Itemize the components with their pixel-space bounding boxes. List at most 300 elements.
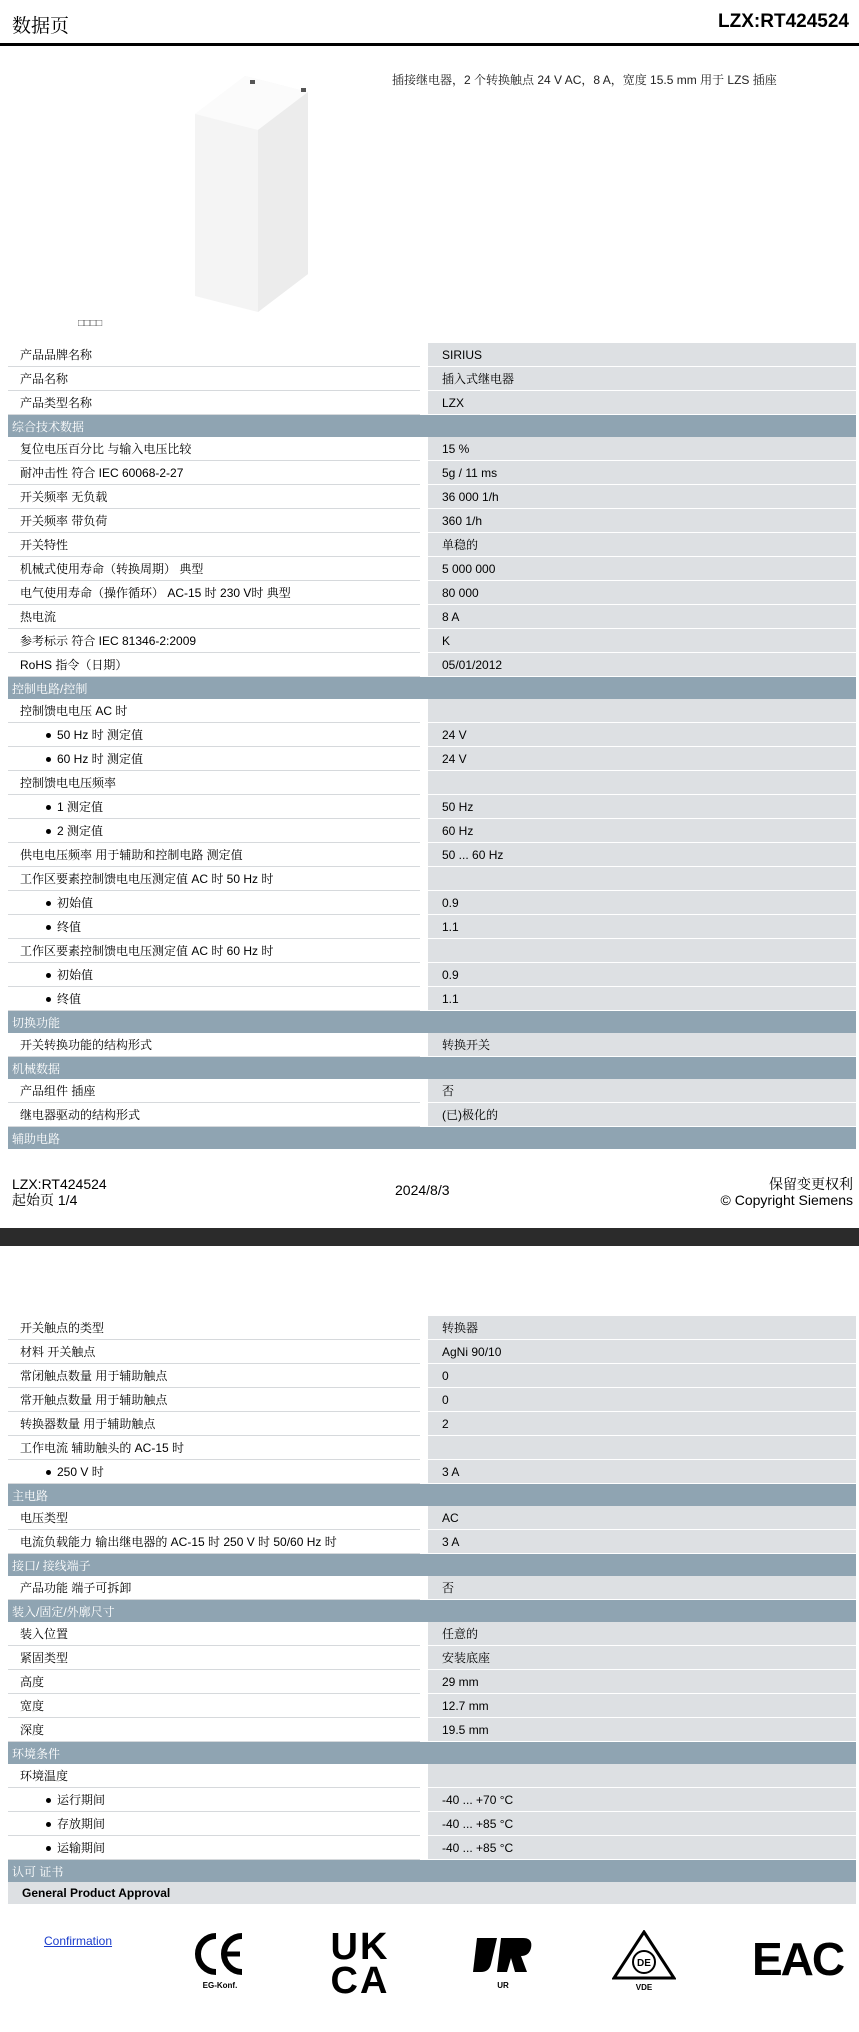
spec-value: 50 Hz: [428, 795, 856, 819]
spec-label-cell: [8, 795, 420, 819]
spec-value: (已)极化的: [428, 1103, 856, 1127]
footer-left: [12, 1176, 107, 1208]
spec-label-cell: [8, 1530, 420, 1554]
spec-label-cell: [8, 1694, 420, 1718]
spacer: [420, 557, 428, 581]
spec-label: 开关触点的类型: [20, 1321, 105, 1335]
spec-label: 50 Hz 时 测定值: [57, 728, 144, 742]
spacer: [420, 437, 428, 461]
spec-label-cell: [8, 1364, 420, 1388]
eac-mark: EAC: [752, 1933, 844, 1985]
spec-label-cell: [8, 699, 420, 723]
approval-row: [8, 1882, 856, 1904]
spacer: [420, 533, 428, 557]
spec-row: [8, 509, 856, 533]
spec-label-cell: [8, 1316, 420, 1340]
spacer: [420, 509, 428, 533]
spec-label: 2 测定值: [57, 824, 104, 838]
ur-mark-icon: [471, 1930, 535, 1978]
spec-value: 0: [428, 1388, 856, 1412]
spec-label-cell: [8, 819, 420, 843]
spec-row: [8, 1836, 856, 1860]
spec-label-cell: [8, 485, 420, 509]
spacer: [420, 1079, 428, 1103]
spec-label-cell: [8, 843, 420, 867]
spec-value: 24 V: [428, 747, 856, 771]
spacer: [420, 987, 428, 1011]
spec-row: [8, 1033, 856, 1057]
spec-label: 开关特性: [20, 538, 69, 552]
ur-caption: UR: [497, 1981, 509, 1990]
spec-value: 3 A: [428, 1460, 856, 1484]
page-header: [0, 0, 859, 46]
section-header: [8, 1127, 856, 1149]
vde-logo: [610, 1930, 678, 1992]
spacer: [420, 1576, 428, 1600]
spec-label: 初始值: [57, 896, 94, 910]
section-title: 综合技术数据: [8, 415, 856, 437]
spec-value: AgNi 90/10: [428, 1340, 856, 1364]
spec-label-cell: [8, 1764, 420, 1788]
spec-value: 0.9: [428, 963, 856, 987]
spec-value: LZX: [428, 391, 856, 415]
spec-row: [8, 1436, 856, 1460]
spacer: [420, 461, 428, 485]
spec-label-cell: [8, 605, 420, 629]
spec-label: 深度: [20, 1723, 45, 1737]
spec-label: 电压类型: [20, 1511, 69, 1525]
spec-label-cell: [8, 915, 420, 939]
spec-value: 否: [428, 1576, 856, 1600]
spec-value: 单稳的: [428, 533, 856, 557]
spec-row: [8, 1718, 856, 1742]
spec-label: 60 Hz 时 测定值: [57, 752, 144, 766]
spec-row: [8, 391, 856, 415]
spec-value: 2: [428, 1412, 856, 1436]
spacer: [420, 343, 428, 367]
bullet-icon: [46, 925, 51, 930]
spec-value: 5g / 11 ms: [428, 461, 856, 485]
spacer: [420, 1436, 428, 1460]
spec-label: 产品品牌名称: [20, 348, 93, 362]
spacer: [420, 1103, 428, 1127]
spacer: [420, 367, 428, 391]
spec-value: 0: [428, 1364, 856, 1388]
spec-label-cell: [8, 867, 420, 891]
spacer: [420, 629, 428, 653]
spec-label: 供电电压频率 用于辅助和控制电路 测定值: [20, 848, 243, 862]
product-description: 插接继电器，2 个转换触点 24 V AC，8 A，宽度 15.5 mm 用于 LZS 插座: [392, 73, 777, 87]
spec-label: 机械式使用寿命（转换周期） 典型: [20, 562, 204, 576]
spec-row: [8, 1788, 856, 1812]
spacer: [420, 1033, 428, 1057]
section-title: 装入/固定/外廓尺寸: [8, 1600, 856, 1622]
spacer: [420, 1764, 428, 1788]
spec-value: [428, 939, 856, 963]
spacer: [420, 653, 428, 677]
spec-value: 60 Hz: [428, 819, 856, 843]
spec-row: [8, 891, 856, 915]
spec-label-cell: [8, 1388, 420, 1412]
header-title: 数据页: [12, 16, 70, 37]
footer-product-id: LZX:RT424524: [12, 1176, 107, 1192]
spec-label: 运行期间: [57, 1793, 106, 1807]
spec-label-cell: [8, 1506, 420, 1530]
spec-value: -40 ... +70 °C: [428, 1788, 856, 1812]
spacer: [420, 1718, 428, 1742]
spec-value: 36 000 1/h: [428, 485, 856, 509]
spec-row: [8, 843, 856, 867]
spacer: [420, 1412, 428, 1436]
section-title: 辅助电路: [8, 1127, 856, 1149]
spec-row: [8, 1670, 856, 1694]
spacer: [420, 939, 428, 963]
spec-label: 控制馈电电压频率: [20, 776, 117, 790]
spec-value: SIRIUS: [428, 343, 856, 367]
spec-label-cell: [8, 987, 420, 1011]
spec-label: 宽度: [20, 1699, 45, 1713]
spec-row: [8, 963, 856, 987]
spec-label: 产品类型名称: [20, 396, 93, 410]
spec-label-cell: [8, 1412, 420, 1436]
spec-row: [8, 1460, 856, 1484]
spec-label-cell: [8, 963, 420, 987]
svg-text:DE: DE: [637, 1958, 651, 1969]
spec-row: [8, 1340, 856, 1364]
spec-row: [8, 1622, 856, 1646]
confirmation-link[interactable]: Confirmation: [44, 1934, 113, 1948]
header-product-id: LZX:RT424524: [718, 11, 849, 32]
section-header: [8, 1860, 856, 1882]
spec-row: [8, 1576, 856, 1600]
spec-value: 1.1: [428, 915, 856, 939]
approval-title: General Product Approval: [8, 1882, 856, 1904]
bullet-icon: [46, 1822, 51, 1827]
spec-row: [8, 771, 856, 795]
bullet-icon: [46, 757, 51, 762]
spec-row: [8, 939, 856, 963]
spec-value: 1.1: [428, 987, 856, 1011]
bullet-icon: [46, 997, 51, 1002]
spec-label: 紧固类型: [20, 1651, 69, 1665]
spec-label: 初始值: [57, 968, 94, 982]
spec-label: 1 测定值: [57, 800, 104, 814]
spec-value: 19.5 mm: [428, 1718, 856, 1742]
spec-label: RoHS 指令（日期）: [20, 658, 128, 672]
section-title: 切换功能: [8, 1011, 856, 1033]
spec-label: 常闭触点数量 用于辅助触点: [20, 1369, 168, 1383]
spec-row: [8, 1812, 856, 1836]
spec-label-cell: [8, 723, 420, 747]
eac-logo: [752, 1930, 844, 1988]
footer-right: [721, 1176, 853, 1208]
spec-label-cell: [8, 367, 420, 391]
spacer: [420, 867, 428, 891]
spec-label: 电流负载能力 输出继电器的 AC-15 时 250 V 时 50/60 Hz 时: [20, 1535, 337, 1549]
ukca-top: UK: [330, 1926, 390, 1968]
spacer: [420, 843, 428, 867]
spec-value: 转换器: [428, 1316, 856, 1340]
spec-row: [8, 795, 856, 819]
spacer: [420, 1316, 428, 1340]
spec-row: [8, 1764, 856, 1788]
spec-label-cell: [8, 1460, 420, 1484]
spec-label: 产品功能 端子可拆卸: [20, 1581, 132, 1595]
section-header: [8, 1011, 856, 1033]
spec-label-cell: [8, 1436, 420, 1460]
spec-label-cell: [8, 1340, 420, 1364]
spacer: [420, 1836, 428, 1860]
spacer: [420, 1388, 428, 1412]
spec-value: -40 ... +85 °C: [428, 1836, 856, 1860]
spec-row: [8, 461, 856, 485]
spacer: [420, 699, 428, 723]
spec-row: [8, 343, 856, 367]
spec-value: K: [428, 629, 856, 653]
spacer: [420, 1340, 428, 1364]
spec-label-cell: [8, 1836, 420, 1860]
spec-table-page-2: [8, 1316, 856, 1904]
spec-label: 参考标示 符合 IEC 81346-2:2009: [20, 634, 197, 648]
spec-value: [428, 1436, 856, 1460]
spec-label: 开关频率 无负载: [20, 490, 108, 504]
spec-value: 50 ... 60 Hz: [428, 843, 856, 867]
spacer: [420, 1460, 428, 1484]
spec-value: -40 ... +85 °C: [428, 1812, 856, 1836]
spec-value: 0.9: [428, 891, 856, 915]
spec-row: [8, 437, 856, 461]
section-header: [8, 1600, 856, 1622]
spec-row: [8, 1506, 856, 1530]
spec-label: 装入位置: [20, 1627, 69, 1641]
spec-table-page-1: [8, 343, 856, 1149]
spec-label-cell: [8, 1788, 420, 1812]
spec-label: 工作区要素控制馈电电压测定值 AC 时 60 Hz 时: [20, 944, 274, 958]
spec-label: 控制馈电电压 AC 时: [20, 704, 128, 718]
footer-copyright: © Copyright Siemens: [720, 1192, 853, 1208]
ce-mark-icon: [192, 1930, 248, 1978]
spec-label: 材料 开关触点: [20, 1345, 96, 1359]
spacer: [420, 605, 428, 629]
section-header: [8, 415, 856, 437]
bullet-icon: [46, 973, 51, 978]
spacer: [420, 891, 428, 915]
spec-label: 存放期间: [57, 1817, 106, 1831]
spec-row: [8, 819, 856, 843]
spec-value: 任意的: [428, 1622, 856, 1646]
bullet-icon: [46, 733, 51, 738]
spec-label-cell: [8, 391, 420, 415]
bullet-icon: [46, 1846, 51, 1851]
spec-label-cell: [8, 509, 420, 533]
image-caption: □□□□: [78, 318, 103, 329]
spec-value: 15 %: [428, 437, 856, 461]
spec-label-cell: [8, 1670, 420, 1694]
spec-label-cell: [8, 1079, 420, 1103]
spec-label-cell: [8, 747, 420, 771]
section-title: 主电路: [8, 1484, 856, 1506]
spacer: [420, 747, 428, 771]
spec-label-cell: [8, 1033, 420, 1057]
spec-value: 80 000: [428, 581, 856, 605]
spec-label: 运输期间: [57, 1841, 106, 1855]
spec-label-cell: [8, 533, 420, 557]
spec-value: 转换开关: [428, 1033, 856, 1057]
spec-value: 8 A: [428, 605, 856, 629]
section-header: [8, 1742, 856, 1764]
spec-label: 工作区要素控制馈电电压测定值 AC 时 50 Hz 时: [20, 872, 274, 886]
spec-value: 否: [428, 1079, 856, 1103]
section-header: [8, 1484, 856, 1506]
ukca-logo: [322, 1926, 398, 2002]
vde-caption: VDE: [635, 1983, 653, 1992]
spec-label: 250 V 时: [57, 1465, 104, 1479]
ce-caption: EG-Konf.: [202, 1981, 238, 1990]
spacer: [420, 1788, 428, 1812]
spacer: [420, 391, 428, 415]
spec-row: [8, 485, 856, 509]
spacer: [420, 771, 428, 795]
spec-row: [8, 557, 856, 581]
vde-mark-icon: [612, 1930, 676, 1980]
spec-row: [8, 723, 856, 747]
spacer: [420, 1694, 428, 1718]
spec-value: 5 000 000: [428, 557, 856, 581]
spec-value: 05/01/2012: [428, 653, 856, 677]
spec-row: [8, 699, 856, 723]
spec-row: [8, 1103, 856, 1127]
spec-label-cell: [8, 1646, 420, 1670]
section-title: 环境条件: [8, 1742, 856, 1764]
spec-row: [8, 1646, 856, 1670]
spec-row: [8, 1316, 856, 1340]
ur-logo: [468, 1930, 538, 1990]
footer-date: 2024/8/3: [395, 1182, 450, 1198]
spec-value: 24 V: [428, 723, 856, 747]
section-title: 控制电路/控制: [8, 677, 856, 699]
spec-label-cell: [8, 629, 420, 653]
spec-label: 常开触点数量 用于辅助触点: [20, 1393, 168, 1407]
spacer: [420, 1646, 428, 1670]
spec-value: [428, 867, 856, 891]
spec-value: 安装底座: [428, 1646, 856, 1670]
spec-label: 终值: [57, 992, 82, 1006]
spacer: [420, 1364, 428, 1388]
spacer: [420, 1622, 428, 1646]
spec-row: [8, 629, 856, 653]
spec-label: 开关转换功能的结构形式: [20, 1038, 153, 1052]
bullet-icon: [46, 901, 51, 906]
bullet-icon: [46, 1470, 51, 1475]
spec-value: 3 A: [428, 1530, 856, 1554]
spec-row: [8, 581, 856, 605]
spec-value: [428, 771, 856, 795]
spec-label: 电气使用寿命（操作循环） AC-15 时 230 V时 典型: [20, 586, 291, 600]
spec-value: [428, 1764, 856, 1788]
spec-label-cell: [8, 581, 420, 605]
spec-label: 环境温度: [20, 1769, 69, 1783]
spec-label: 继电器驱动的结构形式: [20, 1108, 141, 1122]
spacer: [420, 1812, 428, 1836]
spec-label-cell: [8, 557, 420, 581]
spec-label-cell: [8, 653, 420, 677]
bullet-icon: [46, 829, 51, 834]
spec-row: [8, 1364, 856, 1388]
spec-label-cell: [8, 1576, 420, 1600]
spec-row: [8, 605, 856, 629]
section-title: 认可 证书: [8, 1860, 856, 1882]
spec-label-cell: [8, 343, 420, 367]
spec-label: 产品名称: [20, 372, 69, 386]
ce-logo: [190, 1930, 250, 1990]
footer-rights: 保留变更权利: [769, 1176, 853, 1192]
spec-label-cell: [8, 939, 420, 963]
spec-value: 360 1/h: [428, 509, 856, 533]
spec-label: 产品组件 插座: [20, 1084, 96, 1098]
section-header: [8, 1554, 856, 1576]
spec-row: [8, 533, 856, 557]
spec-row: [8, 1694, 856, 1718]
spec-label-cell: [8, 437, 420, 461]
spec-label-cell: [8, 1812, 420, 1836]
spec-row: [8, 915, 856, 939]
section-title: 接口/ 接线端子: [8, 1554, 856, 1576]
section-title: 机械数据: [8, 1057, 856, 1079]
spacer: [420, 795, 428, 819]
spec-row: [8, 1079, 856, 1103]
section-header: [8, 677, 856, 699]
page-separator: [0, 1228, 859, 1246]
spacer: [420, 723, 428, 747]
spec-row: [8, 1388, 856, 1412]
spec-label-cell: [8, 1718, 420, 1742]
spec-row: [8, 367, 856, 391]
spec-label-cell: [8, 771, 420, 795]
footer-page-number: 起始页 1/4: [12, 1192, 78, 1208]
spec-value: 插入式继电器: [428, 367, 856, 391]
spec-row: [8, 867, 856, 891]
ukca-bottom: CA: [330, 1960, 390, 2002]
bullet-icon: [46, 1798, 51, 1803]
spec-label: 复位电压百分比 与输入电压比较: [20, 442, 192, 456]
spec-label: 工作电流 辅助触头的 AC-15 时: [20, 1441, 185, 1455]
spacer: [420, 1506, 428, 1530]
spec-value: [428, 699, 856, 723]
spec-value: AC: [428, 1506, 856, 1530]
spec-label-cell: [8, 1622, 420, 1646]
spec-row: [8, 747, 856, 771]
spacer: [420, 485, 428, 509]
spec-label: 终值: [57, 920, 82, 934]
spacer: [420, 915, 428, 939]
product-image: [190, 74, 316, 314]
spacer: [420, 819, 428, 843]
spacer: [420, 1670, 428, 1694]
spacer: [420, 963, 428, 987]
spec-row: [8, 1530, 856, 1554]
spacer: [420, 1530, 428, 1554]
spec-label: 高度: [20, 1675, 45, 1689]
spec-label: 耐冲击性 符合 IEC 60068-2-27: [20, 466, 184, 480]
spec-row: [8, 653, 856, 677]
bullet-icon: [46, 805, 51, 810]
spec-label: 热电流: [20, 610, 57, 624]
spec-value: 29 mm: [428, 1670, 856, 1694]
spec-label-cell: [8, 461, 420, 485]
section-header: [8, 1057, 856, 1079]
spec-label: 开关频率 带负荷: [20, 514, 108, 528]
spec-row: [8, 1412, 856, 1436]
